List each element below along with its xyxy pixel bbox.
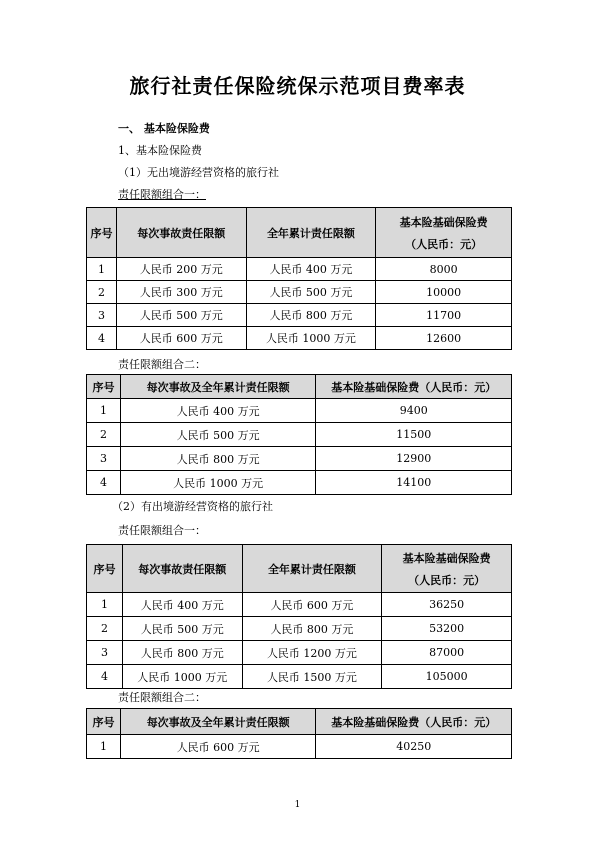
header-per-event: 每次事故责任限额 <box>122 545 242 593</box>
cell-combined: 人民币 1000 万元 <box>120 471 316 495</box>
header-combined: 每次事故及全年累计责任限额 <box>120 709 316 735</box>
table-row <box>87 641 512 665</box>
combo2-label-2: 责任限额组合二： <box>118 691 206 704</box>
cell-annual: 人民币 400 万元 <box>246 258 376 281</box>
cell-combined: 人民币 800 万元 <box>120 447 316 471</box>
header-premium: 基本险基础保险费 （人民币：元） <box>376 208 512 258</box>
cell-combined: 人民币 400 万元 <box>120 399 316 423</box>
table-row <box>87 665 512 689</box>
cell-per-event: 人民币 300 万元 <box>116 281 246 304</box>
table-row <box>87 399 512 423</box>
cell-no: 2 <box>87 423 121 447</box>
cell-premium: 11500 <box>316 423 512 447</box>
cell-premium: 9400 <box>316 399 512 423</box>
cell-premium: 12900 <box>316 447 512 471</box>
section-heading: 一、 基本险保险费 <box>118 122 210 135</box>
cell-no: 1 <box>87 399 121 423</box>
table-row <box>87 258 512 281</box>
cell-no: 4 <box>87 327 117 350</box>
header-no: 序号 <box>87 545 123 593</box>
table1-body <box>87 258 512 350</box>
header-per-event: 每次事故责任限额 <box>116 208 246 258</box>
header-premium: 基本险基础保险费（人民币：元） <box>316 375 512 399</box>
cell-annual: 人民币 800 万元 <box>242 617 382 641</box>
cell-no: 3 <box>87 447 121 471</box>
part2-heading: （2）有出境游经营资格的旅行社 <box>112 500 273 513</box>
header-no: 序号 <box>87 375 121 399</box>
header-annual: 全年累计责任限额 <box>242 545 382 593</box>
header-premium: 基本险基础保险费 （人民币：元） <box>382 545 512 593</box>
page-number: 1 <box>294 800 301 810</box>
cell-no: 2 <box>87 617 123 641</box>
cell-premium: 10000 <box>376 281 512 304</box>
table3-body <box>87 593 512 689</box>
cell-per-event: 人民币 200 万元 <box>116 258 246 281</box>
cell-no: 1 <box>87 258 117 281</box>
rate-table-4 <box>86 708 512 759</box>
cell-no: 4 <box>87 665 123 689</box>
header-combined: 每次事故及全年累计责任限额 <box>120 375 316 399</box>
cell-premium: 40250 <box>316 735 512 759</box>
cell-premium: 87000 <box>382 641 512 665</box>
cell-annual: 人民币 800 万元 <box>246 304 376 327</box>
cell-no: 3 <box>87 304 117 327</box>
header-premium: 基本险基础保险费（人民币：元） <box>316 709 512 735</box>
cell-no: 4 <box>87 471 121 495</box>
cell-annual: 人民币 1000 万元 <box>246 327 376 350</box>
cell-per-event: 人民币 500 万元 <box>122 617 242 641</box>
cell-premium: 105000 <box>382 665 512 689</box>
combo1-label-2: 责任限额组合一： <box>118 524 206 537</box>
cell-annual: 人民币 1500 万元 <box>242 665 382 689</box>
cell-annual: 人民币 1200 万元 <box>242 641 382 665</box>
cell-premium: 53200 <box>382 617 512 641</box>
cell-premium: 14100 <box>316 471 512 495</box>
table-row <box>87 447 512 471</box>
table-row <box>87 471 512 495</box>
combo2-label: 责任限额组合二： <box>118 358 206 371</box>
header-no: 序号 <box>87 208 117 258</box>
cell-per-event: 人民币 800 万元 <box>122 641 242 665</box>
header-annual: 全年累计责任限额 <box>246 208 376 258</box>
cell-no: 1 <box>87 593 123 617</box>
cell-annual: 人民币 500 万元 <box>246 281 376 304</box>
cell-per-event: 人民币 600 万元 <box>116 327 246 350</box>
cell-premium: 12600 <box>376 327 512 350</box>
page-title: 旅行社责任保险统保示范项目费率表 <box>129 74 466 98</box>
table-row <box>87 593 512 617</box>
cell-combined: 人民币 500 万元 <box>120 423 316 447</box>
cell-premium: 8000 <box>376 258 512 281</box>
cell-annual: 人民币 600 万元 <box>242 593 382 617</box>
rate-table-3 <box>86 544 512 689</box>
cell-premium: 11700 <box>376 304 512 327</box>
table-row <box>87 423 512 447</box>
table2-body <box>87 399 512 495</box>
subsection-heading: 1、基本险保险费 <box>118 144 202 157</box>
cell-per-event: 人民币 400 万元 <box>122 593 242 617</box>
table-row <box>87 327 512 350</box>
table4-body <box>87 735 512 759</box>
cell-per-event: 人民币 500 万元 <box>116 304 246 327</box>
table-row <box>87 735 512 759</box>
cell-no: 3 <box>87 641 123 665</box>
part1-heading: （1）无出境游经营资格的旅行社 <box>118 166 279 179</box>
combo1-label: 责任限额组合一： <box>118 188 206 201</box>
header-no: 序号 <box>87 709 121 735</box>
rate-table-1 <box>86 207 512 350</box>
table-row <box>87 617 512 641</box>
cell-no: 2 <box>87 281 117 304</box>
cell-per-event: 人民币 1000 万元 <box>122 665 242 689</box>
rate-table-2 <box>86 374 512 495</box>
table-row <box>87 304 512 327</box>
cell-combined: 人民币 600 万元 <box>120 735 316 759</box>
table-row <box>87 281 512 304</box>
cell-premium: 36250 <box>382 593 512 617</box>
cell-no: 1 <box>87 735 121 759</box>
